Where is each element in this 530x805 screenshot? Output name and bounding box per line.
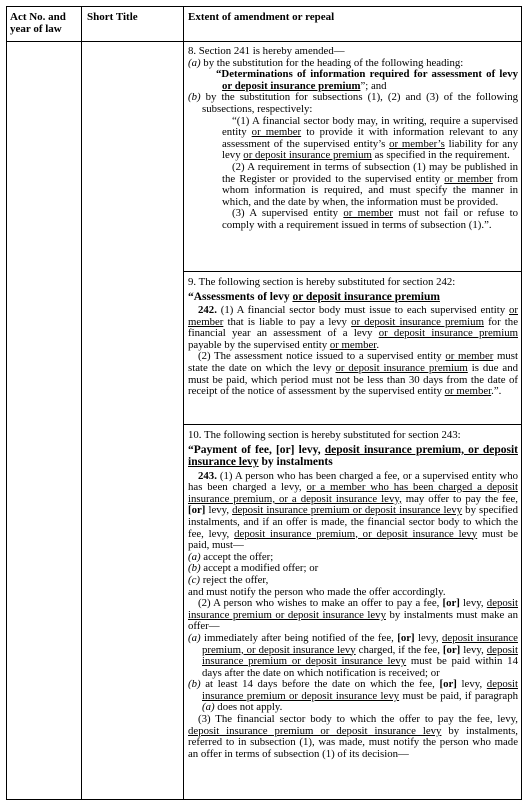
section-10-heading — [188, 444, 518, 469]
sub1-text: (1) A financial sector body must issue to each supervised entity — [216, 304, 509, 317]
sub2-text: by instalments must make an offer— — [188, 608, 518, 633]
section-10-intro-text: 10. The following section is hereby substituted for section 243: — [188, 429, 461, 441]
deleted-text: [or] — [188, 504, 206, 517]
sub-2-para-b — [188, 679, 518, 714]
inserted-text: deposit insurance premium or deposit insurance levy — [188, 597, 518, 621]
inserted-text: or deposit insurance premium — [335, 362, 468, 375]
option-text: reject the offer, — [202, 573, 269, 586]
inserted-text: or deposit insurance premium — [378, 327, 518, 340]
section-8-sub-2 — [188, 162, 518, 208]
sub1-text: “(1) A financial sector body may, in writing, require a supervised entity — [222, 114, 518, 139]
column-divider — [183, 7, 184, 799]
inserted-text: or member — [329, 338, 377, 351]
sub1-text: as specified in the requirement. — [371, 149, 510, 162]
label-b: (b) — [188, 678, 201, 691]
heading-inserted: deposit insurance premium, or deposit insurance levy — [188, 443, 518, 469]
amendment-table — [6, 6, 522, 800]
label-c: (c) — [188, 573, 200, 586]
section-divider — [183, 271, 521, 272]
deleted-text: [or] — [439, 678, 457, 691]
sub2-text: (2) A person who wishes to make an offer to pay a fee, — [198, 597, 443, 610]
inserted-text: or member’s — [389, 137, 445, 150]
para-ref: (a) — [202, 701, 215, 714]
section-9-intro-text: 9. The following section is hereby substituted for section 242: — [188, 276, 456, 288]
heading-text: “Payment of fee, [or] levy, — [188, 443, 325, 456]
para-text: immediately after being notified of the fee, — [204, 631, 398, 644]
heading-inserted: or deposit insurance premium — [292, 290, 440, 303]
sub2-text: is due and must be paid, which period must not be less than 30 days from the date of receipt of the notice of assessment by the supervised entity — [188, 362, 518, 398]
sub1-text: may offer to pay the fee, — [401, 492, 518, 505]
section-8-new-heading — [188, 69, 518, 92]
sub2-text: .”. — [491, 385, 502, 398]
section-number: 242. — [198, 304, 217, 317]
sub1-text: must be paid, must— — [188, 527, 518, 552]
sub-2-para-a — [188, 633, 518, 679]
section-10-sub-1 — [188, 471, 518, 552]
inserted-text: deposit insurance premium or deposit insurance levy — [188, 724, 442, 737]
header-extent: Extent of amendment or repeal — [188, 11, 335, 23]
sub2-text: levy, — [459, 597, 487, 610]
sub3-text: (3) The financial sector body to which the offer to pay the fee, levy, — [198, 713, 518, 726]
inserted-text: or member — [445, 350, 494, 363]
heading-text: “Determinations of information required for assessment of levy — [216, 68, 518, 81]
label-a: (a) — [188, 550, 201, 563]
section-8-sub-3 — [188, 208, 518, 231]
sub2-text: (2) The assessment notice issued to a supervised entity — [198, 350, 446, 363]
notify-text: and must notify the person who made the offer accordingly. — [188, 585, 446, 598]
header-act-no: Act No. and year of law — [10, 11, 66, 35]
inserted-text: or deposit insurance premium — [243, 149, 372, 162]
header-short-title: Short Title — [87, 11, 138, 23]
sub2-text: must state the date on which the levy — [188, 350, 519, 375]
sub2-text: (2) A requirement in terms of subsection (1) may be published in the Register or provided to the supervised entity — [222, 160, 518, 185]
deleted-text: [or] — [397, 631, 415, 644]
inserted-text: or member — [444, 172, 493, 185]
heading-text: by instalments — [258, 456, 333, 469]
section-9 — [188, 277, 518, 398]
sub1-text: levy, — [205, 504, 233, 517]
section-10-sub-3 — [188, 714, 518, 760]
deleted-text: [or] — [442, 643, 461, 656]
inserted-text: or member — [188, 304, 518, 328]
para-text: levy, — [456, 678, 487, 691]
sub1-text: (1) A person who has been charged a fee, or a supervised entity who has been charged a levy, — [188, 469, 518, 494]
inserted-text: deposit insurance premium or deposit insurance levy — [202, 643, 518, 668]
para-text: at least 14 days before the date on which the fee, — [205, 678, 440, 691]
heading-text: “Assessments of levy — [188, 290, 293, 303]
sub2-text: from whom information is required, and must specify the manner in which, and the date by when, the information must be provided. — [222, 172, 518, 208]
section-8-sub-1 — [188, 116, 518, 162]
sub1-text: for the financial year an assessment of a levy — [188, 315, 518, 340]
para-text: levy, — [414, 631, 443, 644]
label-a: (a) — [188, 631, 201, 644]
inserted-text: or member — [444, 385, 492, 398]
section-9-heading — [188, 291, 518, 304]
sub1-text: payable by the supervised entity — [188, 338, 330, 351]
inserted-text: or a member who has been charged a deposit insurance premium, or a deposit insurance levy, — [188, 481, 519, 505]
para-text: must be paid within 14 days after the date on which notification is received; or — [202, 655, 518, 679]
section-10 — [188, 430, 518, 760]
deleted-text: [or] — [442, 597, 460, 610]
section-9-sub-1 — [188, 305, 518, 351]
section-9-intro — [188, 277, 518, 289]
inserted-text: deposit insurance premium, or deposit insurance levy — [202, 631, 518, 656]
sub3-text: (3) A supervised entity — [232, 207, 344, 220]
inserted-text: deposit insurance premium or deposit insurance levy — [232, 504, 463, 517]
inserted-text: deposit insurance premium or deposit insurance levy — [202, 678, 518, 702]
option-text: accept the offer; — [203, 550, 274, 563]
section-number: 243. — [198, 469, 217, 482]
inserted-text: deposit insurance premium, or deposit insurance levy — [234, 527, 478, 540]
section-8-intro-text: 8. Section 241 is hereby amended— — [188, 45, 345, 57]
para-text: levy, — [460, 643, 487, 656]
sub1-text: . — [376, 338, 380, 351]
sub3-text: must not fail or refuse to comply with a requirement issued in terms of subsection (1).”. — [222, 207, 518, 231]
column-divider — [81, 7, 82, 799]
section-8-para-b — [188, 92, 518, 115]
option-text: accept a modified offer; or — [203, 562, 319, 575]
para-text: charged, if the fee, — [355, 643, 443, 656]
section-9-sub-2 — [188, 351, 518, 397]
section-10-sub-2 — [188, 598, 518, 633]
sub1-text: liability for any levy — [222, 137, 518, 162]
sub1-text: by specified instalments, and if an offer is made, the financial sector body to which the fee, levy, — [188, 504, 518, 540]
section-8 — [188, 46, 518, 232]
para-b-text: by the substitution for subsections (1), (2) and (3) of the following subsections, respectively: — [202, 91, 519, 115]
heading-close: ”; and — [360, 79, 387, 92]
inserted-text: or member — [251, 126, 302, 139]
label-b: (b) — [188, 91, 201, 104]
inserted-text: or deposit insurance premium — [351, 315, 484, 328]
label-a: (a) — [188, 56, 201, 69]
sub1-text: to provide it with information relevant to any assessment of the supervised entity’s — [222, 126, 518, 150]
section-10-intro — [188, 430, 518, 442]
header-divider — [7, 41, 521, 42]
label-b: (b) — [188, 562, 201, 575]
heading-inserted: or deposit insurance premium — [222, 79, 361, 92]
para-a-text: by the substitution for the heading of the following heading: — [203, 56, 464, 69]
section-divider — [183, 424, 521, 425]
sub3-text: by instalments, referred to in subsection (1), was made, must notify the person who made an offer in terms of subsection (1) of its decision— — [188, 724, 519, 760]
para-text: must be paid, if paragraph — [399, 689, 518, 702]
inserted-text: or member — [343, 207, 394, 220]
sub1-text: that is liable to pay a levy — [223, 315, 352, 328]
para-text: does not apply. — [214, 701, 283, 714]
